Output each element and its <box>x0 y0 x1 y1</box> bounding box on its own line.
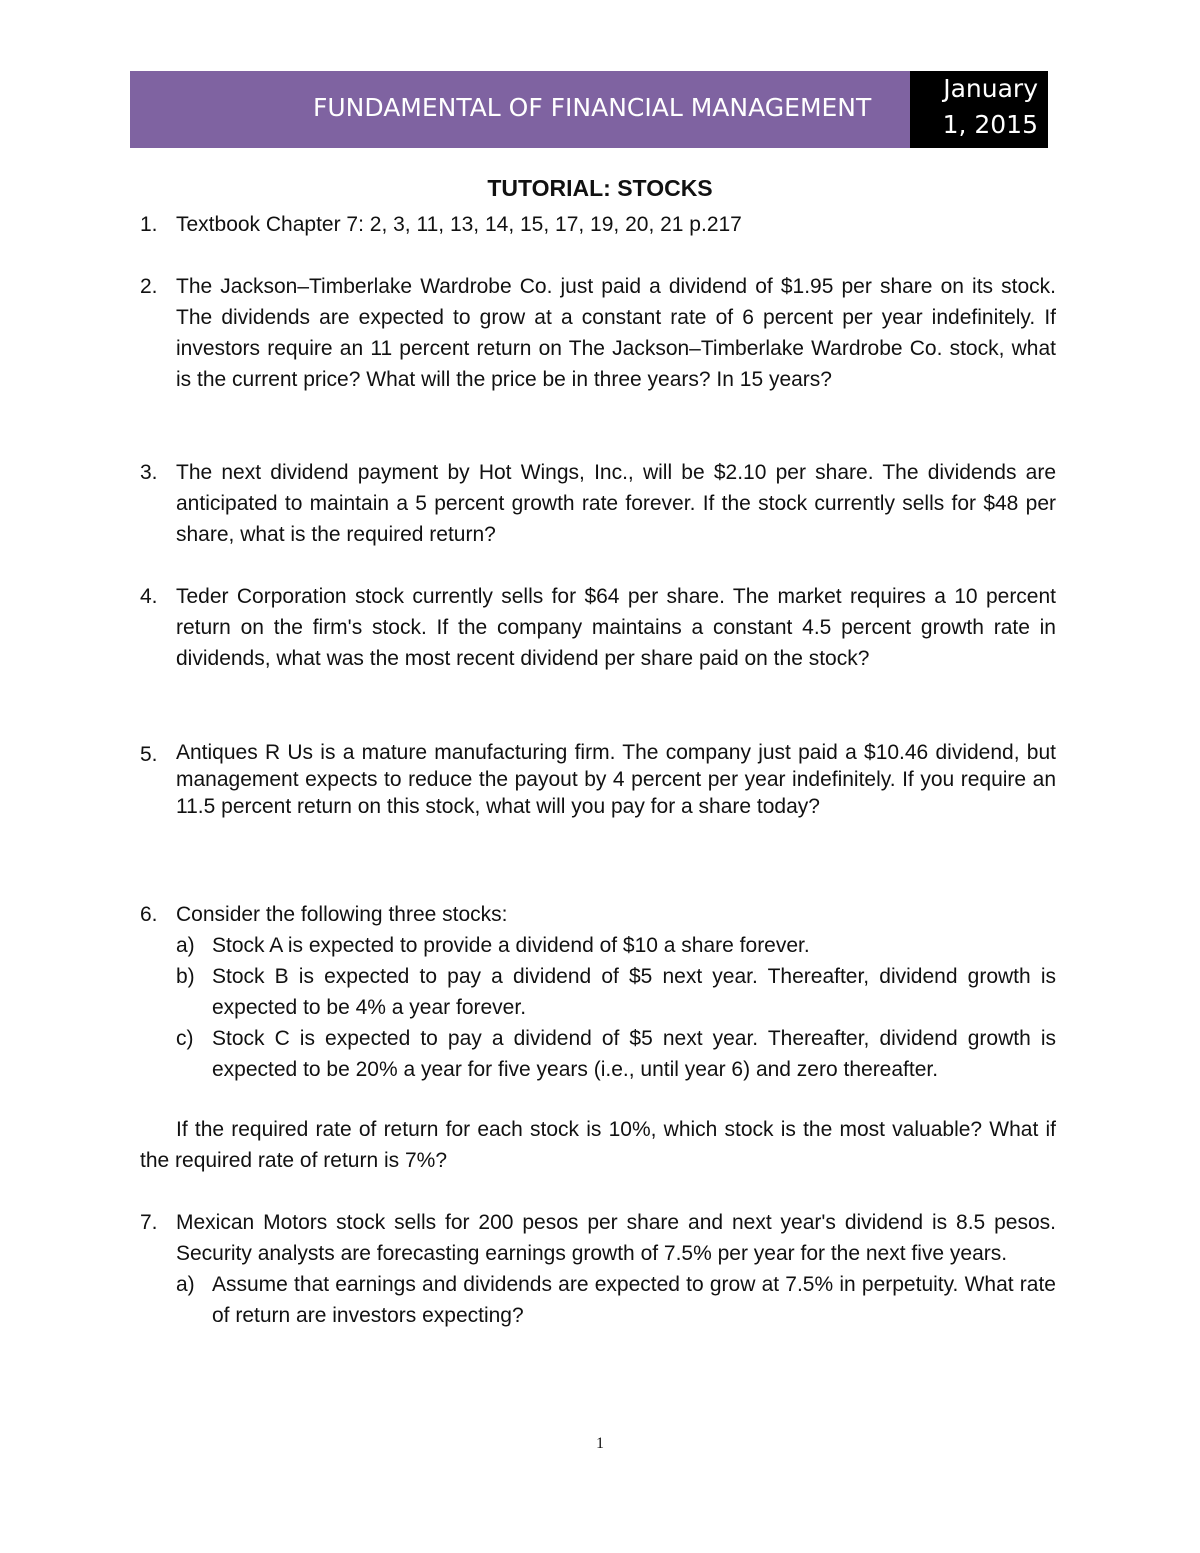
sub-question-b <box>176 961 1056 1023</box>
question-number: 2. <box>140 275 158 298</box>
sub-label: a) <box>176 934 195 957</box>
header-date-line1: January <box>943 74 1038 103</box>
header-title: FUNDAMENTAL OF FINANCIAL MANAGEMENT <box>313 93 872 122</box>
question-2 <box>140 271 1056 395</box>
question-number: 7. <box>140 1211 158 1234</box>
question-text: Mexican Motors stock sells for 200 pesos per share and next year's dividend is 8.5 pesos. Security analysts are forecasting earnings growth of 7.5% per year for the next five years. <box>176 1211 1056 1265</box>
sub-text: Stock A is expected to provide a dividend of $10 a share forever. <box>212 934 810 957</box>
question-text: The Jackson–Timberlake Wardrobe Co. just paid a dividend of $1.95 per share on its stock. The dividends are expected to grow at a constant rate of 6 percent per year indefinitely. If investors require an 11 percent return on The Jackson–Timberlake Wardrobe Co. stock, what is the current price? What will the price be in three years? In 15 years? <box>176 275 1056 391</box>
sub-label: c) <box>176 1027 194 1050</box>
sub-question-a <box>176 930 1056 961</box>
sub-label: a) <box>176 1273 195 1296</box>
question-text: The next dividend payment by Hot Wings, Inc., will be $2.10 per share. The dividends are anticipated to maintain a 5 percent growth rate forever. If the stock currently sells for $48 per share, what is the required return? <box>176 461 1056 546</box>
question-text: Teder Corporation stock currently sells for $64 per share. The market requires a 10 percent return on the firm's stock. If the company maintains a constant 4.5 percent growth rate in dividends, what was the most recent dividend per share paid on the stock? <box>176 585 1056 670</box>
question-number: 1. <box>140 213 158 236</box>
sub-label: b) <box>176 965 195 988</box>
question-number: 3. <box>140 461 158 484</box>
question-number: 5. <box>140 743 158 766</box>
sub-text: Stock B is expected to pay a dividend of $5 next year. Thereafter, dividend growth is expected to be 4% a year forever. <box>212 965 1056 1019</box>
sub-text: Assume that earnings and dividends are expected to grow at 7.5% in perpetuity. What rate of return are investors expecting? <box>212 1273 1056 1327</box>
question-6-footer <box>140 1114 1056 1176</box>
question-text: Consider the following three stocks: <box>176 903 508 926</box>
question-3 <box>140 457 1056 550</box>
page-title: TUTORIAL: STOCKS <box>487 175 713 201</box>
question-text: Antiques R Us is a mature manufacturing firm. The company just paid a $10.46 dividend, but management expects to reduce the payout by 4 percent per year indefinitely. If you require an 11.5 percent return on this stock, what will you pay for a share today? <box>176 741 1056 818</box>
page-number: 1 <box>596 1435 604 1452</box>
question-4 <box>140 581 1056 674</box>
sub-text: Stock C is expected to pay a dividend of $5 next year. Thereafter, dividend growth is expected to be 20% a year for five years (i.e., until year 6) and zero thereafter. <box>212 1027 1056 1081</box>
header-date <box>910 71 1048 148</box>
question-text: Textbook Chapter 7: 2, 3, 11, 13, 14, 15, 17, 19, 20, 21 p.217 <box>176 213 742 236</box>
question-number: 6. <box>140 903 158 926</box>
question-number: 4. <box>140 585 158 608</box>
question-footer-text: If the required rate of return for each stock is 10%, which stock is the most valuable? What if the required rate of return is 7%? <box>140 1118 1056 1172</box>
sub-question-a <box>176 1269 1056 1331</box>
header-date-line2: 1, 2015 <box>942 110 1038 139</box>
question-1 <box>140 209 1056 240</box>
question-6 <box>140 899 1056 1085</box>
question-7 <box>140 1207 1056 1331</box>
question-5 <box>140 739 1056 820</box>
sub-question-c <box>176 1023 1056 1085</box>
